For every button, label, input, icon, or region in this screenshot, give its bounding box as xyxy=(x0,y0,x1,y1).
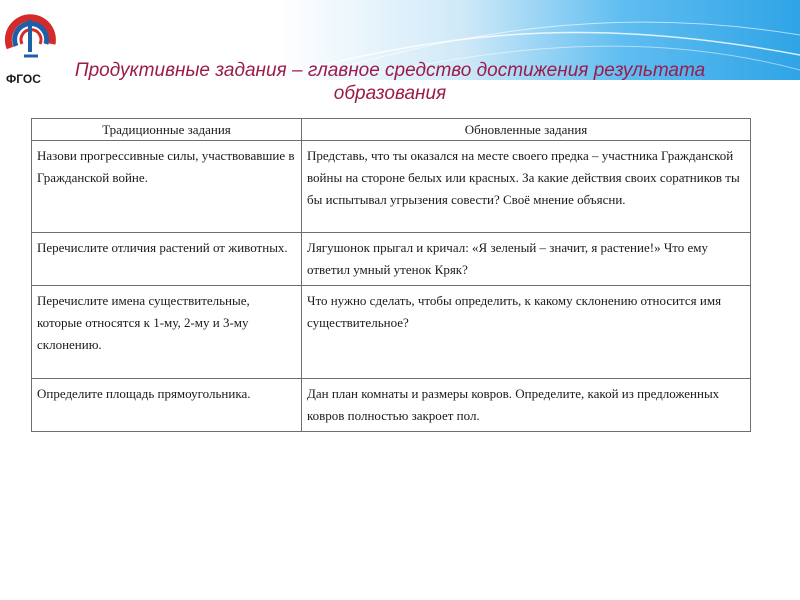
table-row xyxy=(32,233,751,286)
page-title: Продуктивные задания – главное средство достижения результата образования xyxy=(74,60,706,104)
updated-task-cell: Дан план комнаты и размеры ковров. Определите, какой из предложенных ковров полностью закроет пол. xyxy=(302,379,751,432)
tasks-table xyxy=(31,118,751,432)
updated-task-cell: Представь, что ты оказался на месте своего предка – участника Гражданской войны на стороне белых или красных. За какие действия своих соратников ты бы испытывал угрызения совести? Своё мнение объясни. xyxy=(302,141,751,233)
table-row xyxy=(32,286,751,379)
traditional-task-cell: Перечислите отличия растений от животных. xyxy=(32,233,302,286)
table-row xyxy=(32,141,751,233)
logo-label: ФГОС xyxy=(6,72,41,86)
traditional-task-cell: Назови прогрессивные силы, участвовавшие в Гражданской войне. xyxy=(32,141,302,233)
table-header-row xyxy=(32,119,751,141)
traditional-task-cell: Перечислите имена существительные, которые относятся к 1-му, 2-му и 3-му склонению. xyxy=(32,286,302,379)
updated-task-cell: Что нужно сделать, чтобы определить, к какому склонению относится имя существительное? xyxy=(302,286,751,379)
header-updated: Обновленные задания xyxy=(302,119,751,141)
table-row xyxy=(32,379,751,432)
header-traditional: Традиционные задания xyxy=(32,119,302,141)
traditional-task-cell: Определите площадь прямоугольника. xyxy=(32,379,302,432)
updated-task-cell: Лягушонок прыгал и кричал: «Я зеленый – значит, я растение!» Что ему ответил умный утенок Кряк? xyxy=(302,233,751,286)
